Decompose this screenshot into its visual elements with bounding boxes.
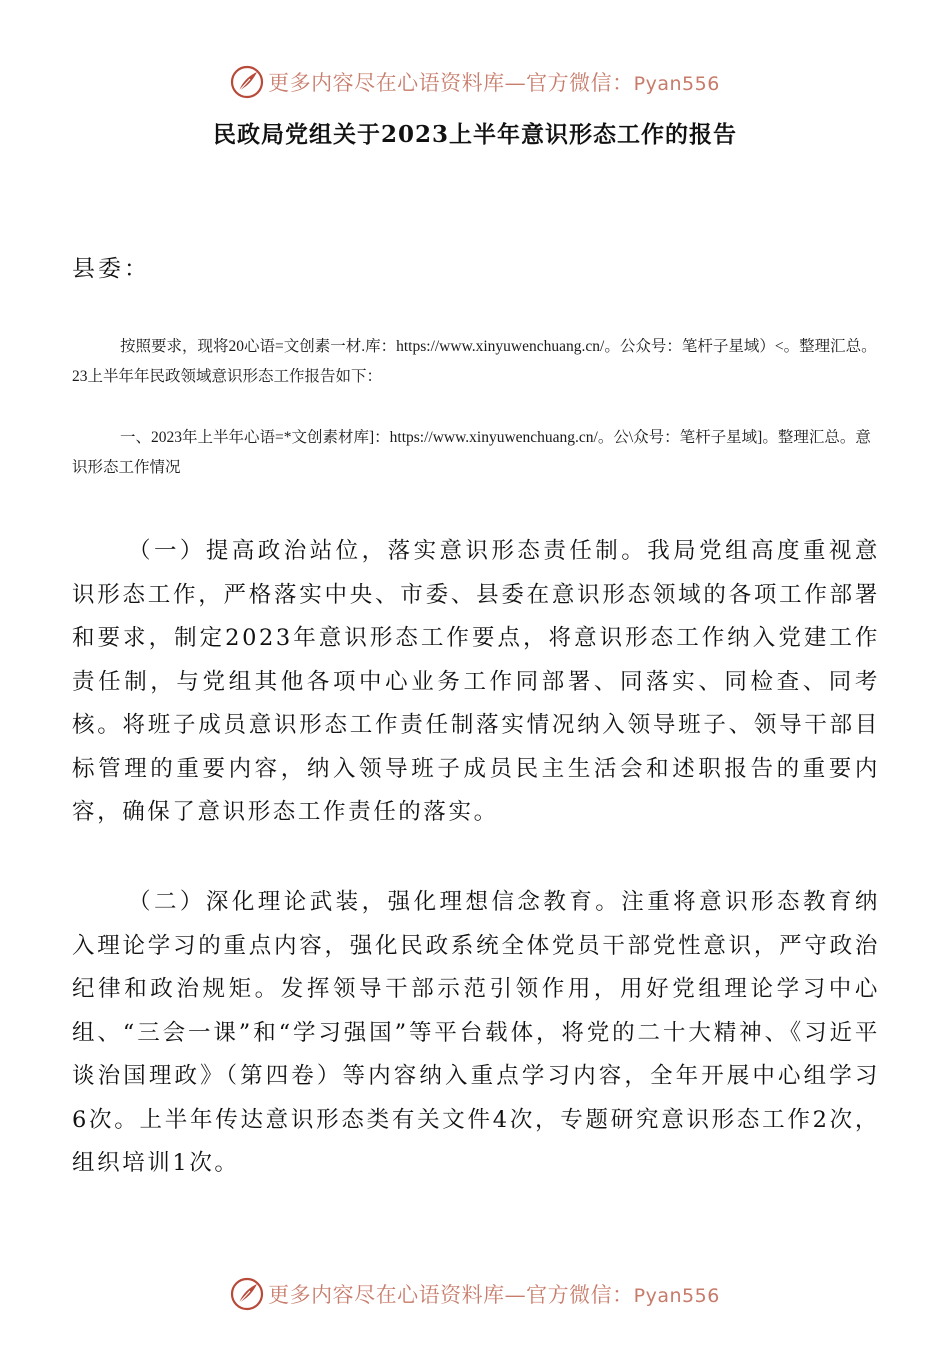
- section-heading: 一、2023年上半年心语=*文创素材库]：https://www.xinyuwenchuang.cn/。公\众号：笔杆子星域]。整理汇总。意识形态工作情况: [72, 429, 871, 476]
- wechat-id: Pyan556: [633, 73, 720, 95]
- quill-logo-icon: [230, 65, 264, 99]
- watermark-text: 更多内容尽在心语资料库—官方微信：Pyan556: [268, 1283, 720, 1307]
- salutation: 县委：: [72, 256, 150, 282]
- wechat-id: Pyan556: [633, 1285, 720, 1307]
- footer-watermark-banner: [0, 1274, 950, 1314]
- intro-paragraph: 按照要求，现将20心语=文创素一材.库：https://www.xinyuwenchuang.cn/。公众号：笔杆子星域）<。整理汇总。23上半年年民政领域意识形态工作报告如下：: [72, 338, 877, 385]
- quill-logo-icon: [230, 1277, 264, 1311]
- body-paragraph-1: （一）提高政治站位，落实意识形态责任制。我局党组高度重视意识形态工作，严格落实中央、市委、县委在意识形态领域的各项工作部署和要求，制定2023年意识形态工作要点，将意识形态工作纳入党建工作责任制，与党组其他各项中心业务工作同部署、同落实、同检查、同考核。将班子成员意识形态工作责任制落实情况纳入领导班子、领导干部目标管理的重要内容，纳入领导班子成员民主生活会和述职报告的重要内容，确保了意识形态工作责任的落实。: [72, 538, 880, 825]
- document-title: 民政局党组关于2023上半年意识形态工作的报告: [212, 121, 737, 148]
- watermark-text: 更多内容尽在心语资料库—官方微信：Pyan556: [268, 71, 720, 95]
- header-watermark-banner: [0, 62, 950, 102]
- body-paragraph-2: （二）深化理论武装，强化理想信念教育。注重将意识形态教育纳入理论学习的重点内容，强化民政系统全体党员干部党性意识，严守政治纪律和政治规矩。发挥领导干部示范引领作用，用好党组理论学习中心组、“三会一课”和“学习强国”等平台载体，将党的二十大精神、《习近平谈治国理政》（第四卷）等内容纳入重点学习内容，全年开展中心组学习6次。上半年传达意识形态类有关文件4次，专题研究意识形态工作2次，组织培训1次。: [72, 889, 880, 1176]
